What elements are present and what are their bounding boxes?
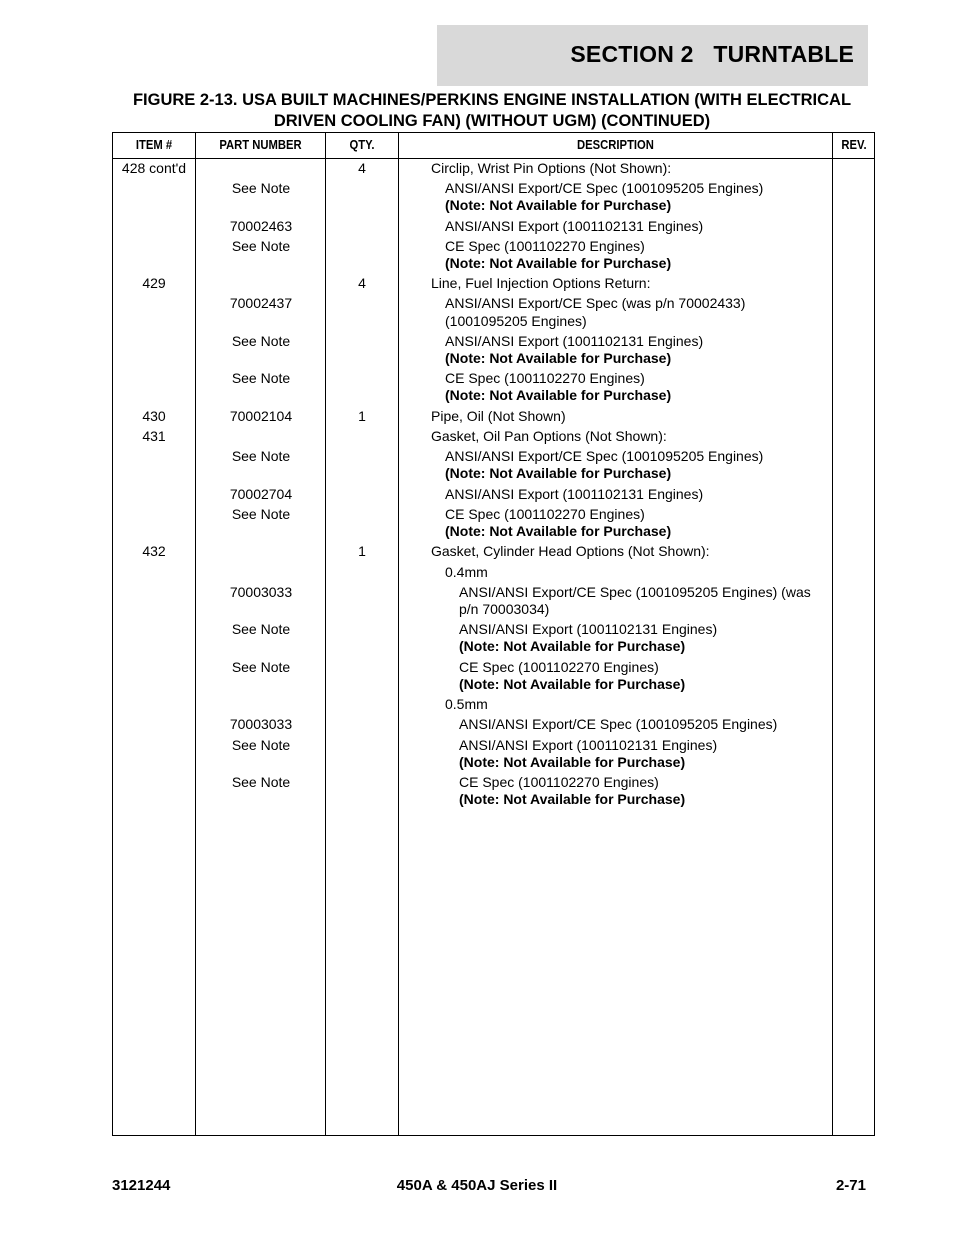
- row-note: (Note: Not Available for Purchase): [445, 465, 672, 481]
- row-description: (1001095205 Engines): [445, 313, 587, 329]
- row-part-number: See Note: [231, 774, 291, 790]
- row-quantity: 4: [358, 275, 366, 291]
- figure-title-line-1: FIGURE 2-13. USA BUILT MACHINES/PERKINS ENGINE INSTALLATION (WITH ELECTRICAL: [132, 91, 852, 109]
- row-part-number: See Note: [231, 448, 291, 464]
- column-header-rev: REV.: [841, 138, 867, 152]
- row-description: ANSI/ANSI Export (1001102131 Engines): [459, 737, 718, 753]
- row-note: (Note: Not Available for Purchase): [445, 197, 672, 213]
- row-description: Gasket, Oil Pan Options (Not Shown):: [431, 428, 667, 444]
- row-part-number: 70002463: [229, 218, 293, 234]
- row-part-number: 70003033: [229, 584, 293, 600]
- row-note: (Note: Not Available for Purchase): [445, 387, 672, 403]
- row-part-number: 70003033: [229, 716, 293, 732]
- row-part-number: See Note: [231, 659, 291, 675]
- row-description: p/n 70003034): [459, 601, 550, 617]
- row-part-number: See Note: [231, 737, 291, 753]
- row-note: (Note: Not Available for Purchase): [445, 255, 672, 271]
- row-note: (Note: Not Available for Purchase): [459, 791, 686, 807]
- row-description: CE Spec (1001102270 Engines): [445, 238, 645, 254]
- row-description: ANSI/ANSI Export (1001102131 Engines): [445, 486, 704, 502]
- section-header-band: [437, 25, 868, 86]
- row-note: (Note: Not Available for Purchase): [445, 350, 672, 366]
- figure-title-line-2: DRIVEN COOLING FAN) (WITHOUT UGM) (CONTINUED): [273, 112, 711, 130]
- row-description: Circlip, Wrist Pin Options (Not Shown):: [431, 160, 672, 176]
- row-note: (Note: Not Available for Purchase): [459, 754, 686, 770]
- column-header-part-number: PART NUMBER: [219, 138, 302, 152]
- row-part-number: See Note: [231, 333, 291, 349]
- row-item-number: 430: [142, 408, 166, 424]
- footer-page-number: 2-71: [835, 1177, 866, 1194]
- column-header-item: ITEM #: [135, 138, 173, 152]
- footer-doc-number: 3121244: [112, 1177, 171, 1194]
- row-description: ANSI/ANSI Export (1001102131 Engines): [445, 218, 704, 234]
- row-quantity: 1: [358, 543, 366, 559]
- row-description: CE Spec (1001102270 Engines): [459, 659, 659, 675]
- row-quantity: 4: [358, 160, 366, 176]
- row-part-number: See Note: [231, 180, 291, 196]
- row-description: ANSI/ANSI Export (1001102131 Engines): [445, 333, 704, 349]
- row-description: ANSI/ANSI Export/CE Spec (1001095205 Engines): [445, 448, 764, 464]
- row-note: (Note: Not Available for Purchase): [459, 676, 686, 692]
- row-note: (Note: Not Available for Purchase): [445, 523, 672, 539]
- row-part-number: See Note: [231, 370, 291, 386]
- column-header-qty: QTY.: [349, 138, 375, 152]
- row-description: ANSI/ANSI Export/CE Spec (1001095205 Engines): [459, 716, 778, 732]
- row-part-number: See Note: [231, 506, 291, 522]
- row-description: 0.5mm: [445, 696, 488, 712]
- row-item-number: 428 cont'd: [121, 160, 187, 176]
- section-title: SECTION 2 TURNTABLE: [570, 41, 854, 67]
- row-description: ANSI/ANSI Export (1001102131 Engines): [459, 621, 718, 637]
- row-item-number: 431: [142, 428, 166, 444]
- row-item-number: 429: [142, 275, 166, 291]
- row-part-number: See Note: [231, 238, 291, 254]
- row-description: CE Spec (1001102270 Engines): [445, 370, 645, 386]
- row-description: Pipe, Oil (Not Shown): [431, 408, 566, 424]
- row-part-number: 70002104: [229, 408, 293, 424]
- row-description: ANSI/ANSI Export/CE Spec (1001095205 Engines) (was: [459, 584, 811, 600]
- header-divider: [113, 158, 874, 159]
- row-part-number: 70002704: [229, 486, 293, 502]
- row-description: CE Spec (1001102270 Engines): [445, 506, 645, 522]
- column-header-description: DESCRIPTION: [577, 138, 654, 152]
- row-description: 0.4mm: [445, 564, 488, 580]
- parts-table: [112, 132, 875, 1136]
- row-description: ANSI/ANSI Export/CE Spec (1001095205 Engines): [445, 180, 764, 196]
- footer-model: 450A & 450AJ Series II: [396, 1177, 558, 1194]
- row-description: ANSI/ANSI Export/CE Spec (was p/n 70002433): [445, 295, 746, 311]
- row-item-number: 432: [142, 543, 166, 559]
- row-part-number: See Note: [231, 621, 291, 637]
- row-description: CE Spec (1001102270 Engines): [459, 774, 659, 790]
- row-description: Gasket, Cylinder Head Options (Not Shown):: [431, 543, 710, 559]
- row-description: Line, Fuel Injection Options Return:: [431, 275, 651, 291]
- row-note: (Note: Not Available for Purchase): [459, 638, 686, 654]
- row-part-number: 70002437: [229, 295, 293, 311]
- column-divider: [398, 133, 399, 1135]
- row-quantity: 1: [358, 408, 366, 424]
- column-divider: [832, 133, 833, 1135]
